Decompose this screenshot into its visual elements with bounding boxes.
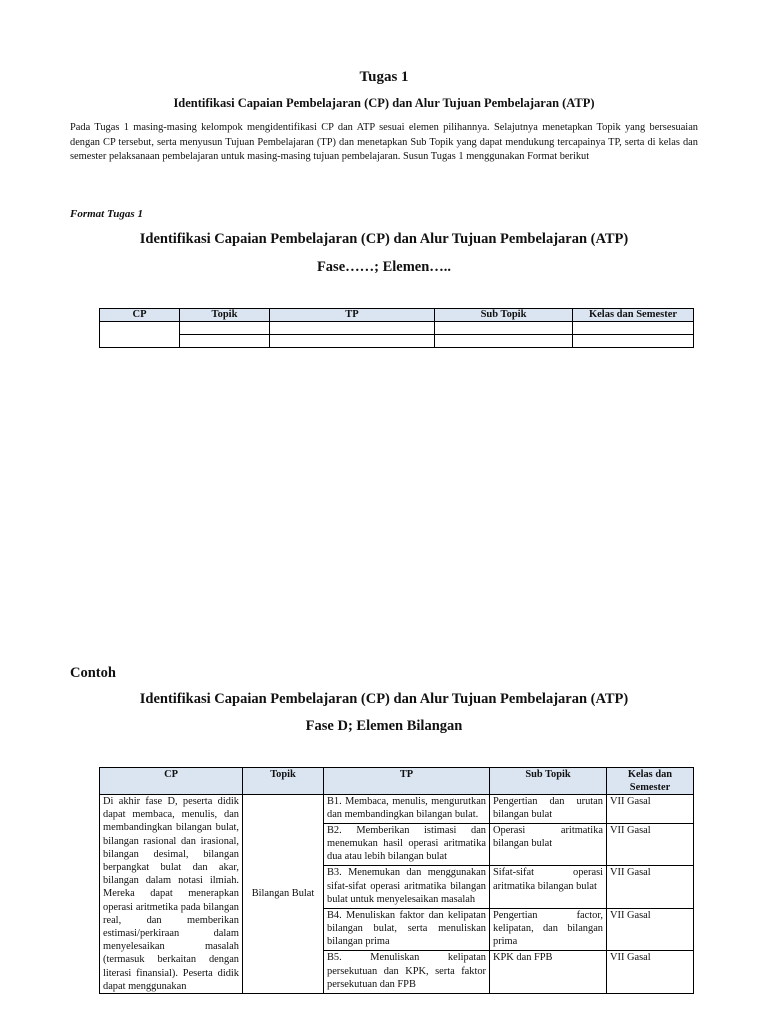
format-subheading: Fase……; Elemen…..: [316, 259, 452, 275]
document-title: Tugas 1: [359, 69, 409, 85]
column-header-topik: Topik: [243, 768, 324, 795]
column-header-sub-topik: Sub Topik: [435, 309, 573, 322]
empty-cell: [100, 322, 180, 348]
column-header-tp: TP: [324, 768, 490, 795]
tp-cell: B1. Membaca, menulis, mengurutkan dan membandingkan bilangan bulat.: [324, 795, 490, 824]
example-table-header: [100, 768, 694, 795]
empty-cell: [573, 322, 694, 335]
sub-topik-cell: Operasi aritmatika bilangan bulat: [490, 823, 607, 866]
table-row: [100, 335, 694, 348]
empty-cell: [270, 322, 435, 335]
table-row: [100, 795, 694, 824]
format-heading: Identifikasi Capaian Pembelajaran (CP) dan Alur Tujuan Pembelajaran (ATP): [139, 231, 629, 247]
column-header-cp: CP: [100, 768, 243, 795]
column-header-kelas: Kelas dan Semester: [573, 309, 694, 322]
example-table: [99, 767, 694, 994]
intro-paragraph: Pada Tugas 1 masing-masing kelompok mengidentifikasi CP dan ATP sesuai elemen pilihannya. Selajutnya menetapkan Topik yang bersesuaian dengan CP tersebut, serta menyusun Tujuan Pembelajaran (TP) dan menetapkan Sub Topik yang dapat mendukung tercapainya TP, serta di kelas dan semester pelaksanaan pembelajaran untuk masing-masing tujuan pembelajaran. Susun Tugas 1 menggunakan Format berikut: [70, 122, 698, 162]
empty-cell: [573, 335, 694, 348]
tp-cell: B4. Menuliskan faktor dan kelipatan bilangan bulat, serta menuliskan bilangan prima: [324, 908, 490, 951]
tp-cell: B3. Menemukan dan menggunakan sifat-sifat operasi aritmatika bilangan bulat untuk menyelesaikan masalah: [324, 866, 490, 909]
kelas-cell: VII Gasal: [607, 908, 694, 951]
column-header-sub-topik: Sub Topik: [490, 768, 607, 795]
column-header-tp: TP: [270, 309, 435, 322]
empty-cell: [180, 322, 270, 335]
sub-topik-cell: KPK dan FPB: [490, 951, 607, 994]
kelas-cell: VII Gasal: [607, 866, 694, 909]
kelas-cell: VII Gasal: [607, 951, 694, 994]
empty-cell: [435, 322, 573, 335]
example-heading: Identifikasi Capaian Pembelajaran (CP) dan Alur Tujuan Pembelajaran (ATP): [139, 691, 629, 707]
kelas-cell: VII Gasal: [607, 823, 694, 866]
empty-cell: [270, 335, 435, 348]
empty-cell: [435, 335, 573, 348]
example-subheading: Fase D; Elemen Bilangan: [305, 718, 463, 734]
empty-cell: [180, 335, 270, 348]
format-label: Format Tugas 1: [70, 208, 143, 220]
sub-topik-cell: Pengertian dan urutan bilangan bulat: [490, 795, 607, 824]
example-label: Contoh: [70, 665, 116, 681]
topik-cell: Bilangan Bulat: [243, 795, 324, 994]
column-header-cp: CP: [100, 309, 180, 322]
column-header-topik: Topik: [180, 309, 270, 322]
table-row: [100, 322, 694, 335]
format-table: [99, 308, 694, 348]
column-header-kelas: Kelas dan Semester: [607, 768, 694, 795]
sub-topik-cell: Sifat-sifat operasi aritmatika bilangan bulat: [490, 866, 607, 909]
cp-cell: Di akhir fase D, peserta didik dapat membaca, menulis, dan membandingkan bilangan bulat, bilangan rasional dan irasional, bilangan desimal, bilangan berpangkat bulat dan akar, bilangan dalam notasi ilmiah. Mereka dapat menerapkan operasi aritmetika pada bilangan real, dan memberikan estimasi/perkiraan dalam menyelesaikan masalah (termasuk berkaitan dengan literasi finansial). Peserta didik dapat menggunakan: [100, 795, 243, 994]
format-table-header: [100, 309, 694, 322]
document-subtitle: Identifikasi Capaian Pembelajaran (CP) dan Alur Tujuan Pembelajaran (ATP): [173, 96, 595, 110]
sub-topik-cell: Pengertian factor, kelipatan, dan bilangan prima: [490, 908, 607, 951]
kelas-cell: VII Gasal: [607, 795, 694, 824]
tp-cell: B5. Menuliskan kelipatan persekutuan dan KPK, serta faktor persekutuan dan FPB: [324, 951, 490, 994]
tp-cell: B2. Memberikan istimasi dan menemukan hasil operasi aritmatika dua atau lebih bilangan bulat: [324, 823, 490, 866]
